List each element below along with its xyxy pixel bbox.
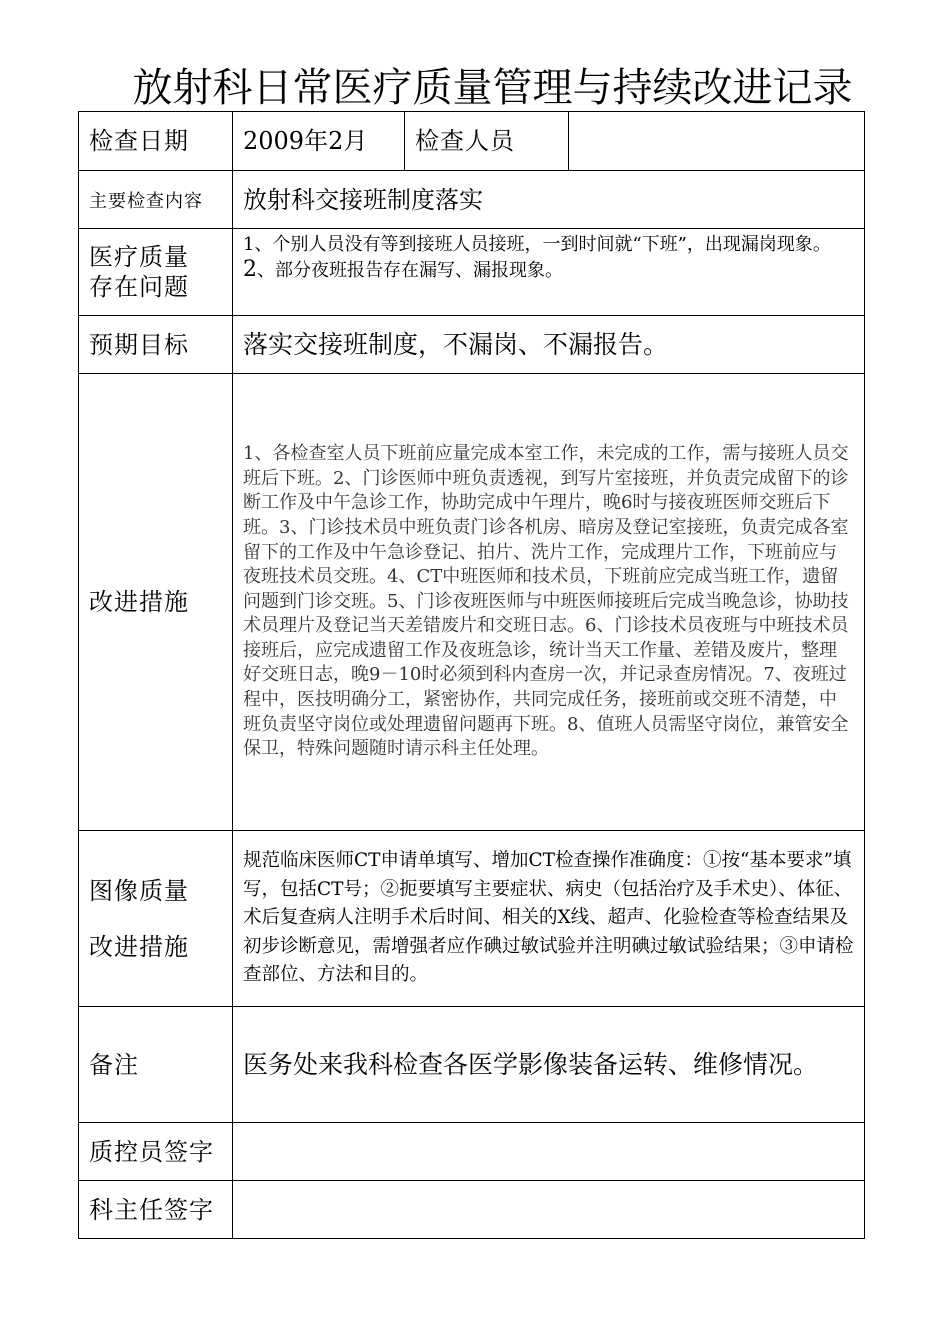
image-quality-value: 规范临床医师CT申请单填写、增加CT检查操作准确度：①按“基本要求”填写，包括CT号；②扼要填写主要症状、病史（包括治疗及手术史）、体征、术后复查病人注明手术后时间、相关的X线、超声、化验检查等检查结果及初步诊断意见，需增强者应作碘过敏试验并注明碘过敏试验结果；③申请检查部位、方法和目的。 bbox=[233, 831, 865, 1007]
director-sign-value[interactable] bbox=[233, 1181, 865, 1239]
issues-value bbox=[233, 229, 865, 316]
document-title: 放射科日常医疗质量管理与持续改进记录 bbox=[132, 65, 853, 111]
issue-item-2-text: 、部分夜班报告存在漏写、漏报现象。 bbox=[257, 260, 563, 281]
row-remark bbox=[79, 1007, 865, 1123]
row-goal bbox=[79, 316, 865, 374]
goal-value: 落实交接班制度，不漏岗、不漏报告。 bbox=[233, 316, 865, 374]
row-image-quality bbox=[79, 831, 865, 1007]
row-main-content bbox=[79, 171, 865, 229]
qc-sign-value[interactable] bbox=[233, 1123, 865, 1181]
issue-item-1: 1、个别人员没有等到接班人员接班，一到时间就“下班”，出现漏岗现象。 bbox=[243, 234, 831, 255]
row-inspect-date bbox=[79, 112, 865, 171]
image-quality-label-line1: 图像质量 bbox=[89, 876, 189, 905]
measures-value: 1、各检查室人员下班前应量完成本室工作，未完成的工作，需与接班人员交班后下班。2、门诊医师中班负责透视，到写片室接班，并负责完成留下的诊断工作及中午急诊工作，协助完成中午理片，晚6时与接夜班医师交班后下班。3、门诊技术员中班负责门诊各机房、暗房及登记室接班，负责完成各室留下的工作及中午急诊登记、拍片、洗片工作，完成理片工作，下班前应与夜班技术员交班。4、CT中班医师和技术员，下班前应完成当班工作，遗留问题到门诊交班。5、门诊夜班医师与中班医师接班后完成当晚急诊，协助技术员理片及登记当天差错废片和交班日志。6、门诊技术员夜班与中班技术员接班后，应完成遗留工作及夜班急诊，统计当天工作量、差错及废片，整理好交班日志，晚9－10时必须到科内查房一次，并记录查房情况。7、夜班过程中，医技明确分工，紧密协作，共同完成任务，接班前或交班不清楚，中班负责坚守岗位或处理遗留问题再下班。8、值班人员需坚守岗位，兼管安全保卫，特殊问题随时请示科主任处理。 bbox=[233, 374, 865, 831]
measures-label: 改进措施 bbox=[79, 374, 233, 831]
main-content-value: 放射科交接班制度落实 bbox=[233, 171, 865, 229]
issue-item-2 bbox=[243, 257, 854, 284]
issues-label bbox=[79, 229, 233, 316]
qc-sign-label: 质控员签字 bbox=[79, 1123, 233, 1181]
goal-label: 预期目标 bbox=[79, 316, 233, 374]
inspect-date-label: 检查日期 bbox=[79, 112, 233, 171]
director-sign-label: 科主任签字 bbox=[79, 1181, 233, 1239]
row-director-sign bbox=[79, 1181, 865, 1239]
row-qc-sign bbox=[79, 1123, 865, 1181]
image-quality-label-line2: 改进措施 bbox=[89, 932, 189, 961]
main-content-label: 主要检查内容 bbox=[79, 171, 233, 229]
image-quality-label bbox=[79, 831, 233, 1007]
issues-label-line1: 医疗质量 bbox=[89, 243, 189, 271]
inspector-value bbox=[569, 112, 865, 171]
row-measures bbox=[79, 374, 865, 831]
quality-record-table bbox=[78, 111, 865, 1239]
remark-value: 医务处来我科检查各医学影像装备运转、维修情况。 bbox=[233, 1007, 865, 1123]
issue-item-2-number: 2 bbox=[243, 257, 257, 282]
remark-label: 备注 bbox=[79, 1007, 233, 1123]
issues-label-line2: 存在问题 bbox=[89, 273, 189, 301]
inspect-date-value: 2009年2月 bbox=[233, 112, 405, 171]
inspector-label: 检查人员 bbox=[405, 112, 569, 171]
row-quality-issues bbox=[79, 229, 865, 316]
